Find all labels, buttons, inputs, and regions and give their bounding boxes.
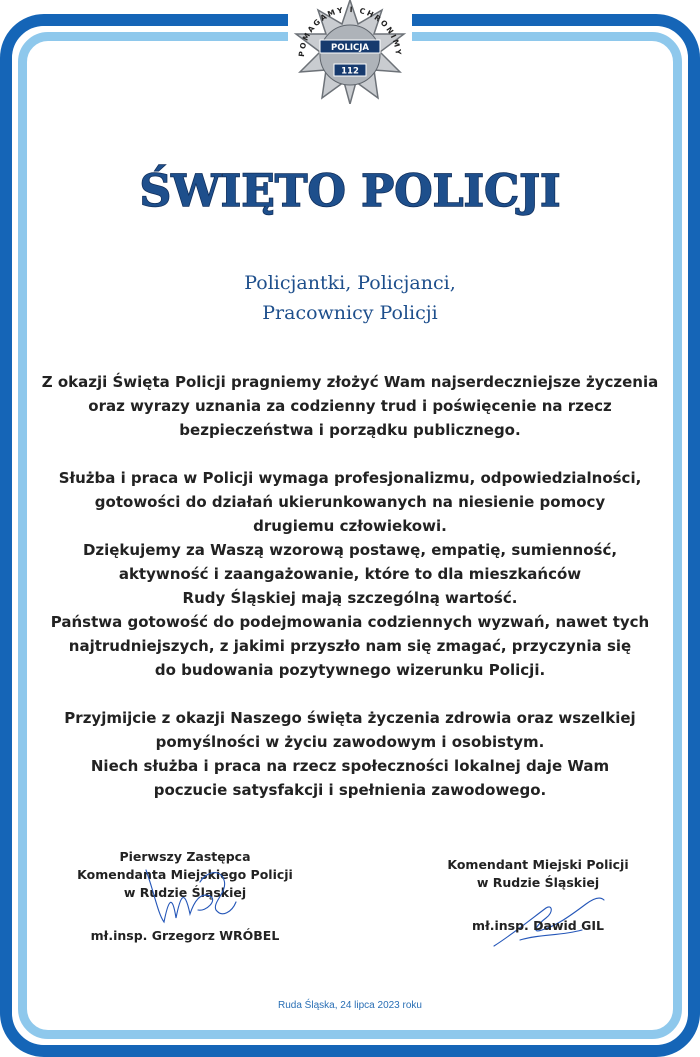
signature-left-title-line: Pierwszy Zastępca <box>119 849 251 864</box>
paragraph-2-line: najtrudniejszych, z jakimi przyszło nam się zmagać, przyczynia się <box>68 637 632 655</box>
badge-label-text: POLICJA <box>330 43 370 53</box>
salutation-line-2: Pracownicy Policji <box>262 302 438 324</box>
paragraph-2-line: drugiemu człowiekowi. <box>253 517 447 535</box>
paragraph-1-line: Z okazji Święta Policji pragniemy złożyć Wam najserdeczniejsze życzenia <box>41 373 659 391</box>
letter-body <box>40 370 660 802</box>
signature-right-title-line: Komendant Miejski Policji <box>447 857 629 872</box>
paragraph-2-line: gotowości do działań ukierunkowanych na niesienie pomocy <box>94 493 606 511</box>
paragraph-3-line: Niech służba i praca na rzecz społeczności lokalnej daje Wam <box>90 757 610 775</box>
salutation-line-1: Policjantki, Policjanci, <box>244 272 456 294</box>
signature-left-title-line: Komendanta Miejskiego Policji <box>77 867 293 882</box>
signature-right-title <box>420 856 656 892</box>
badge-ring-text: POMAGAMY I CHRONIMY <box>296 4 404 58</box>
paragraph-2-line: Dziękujemy za Waszą wzorową postawę, empatię, sumienność, <box>82 541 618 559</box>
badge-number-text: 112 <box>341 66 359 77</box>
police-star-badge-icon <box>290 0 410 104</box>
paragraph-1-line: bezpieczeństwa i porządku publicznego. <box>179 421 521 439</box>
signature-right-title-line: w Rudzie Śląskiej <box>476 875 600 890</box>
signature-right-name: mł.insp. Dawid GIL <box>472 918 604 933</box>
paragraph-1-line: oraz wyrazy uznania za codzienny trud i poświęcenie na rzecz <box>88 397 612 415</box>
page-title-banner <box>0 160 700 220</box>
paragraph-3-line: poczucie satysfakcji i spełnienia zawodowego. <box>153 781 547 799</box>
paragraph-3-line: pomyślności w życiu zawodowym i osobistym. <box>155 733 545 751</box>
paragraph-2-line: do budowania pozytywnego wizerunku Policji. <box>154 661 546 679</box>
paragraph-gap <box>40 442 660 466</box>
paragraph-3-line: Przyjmijcie z okazji Naszego święta życzenia zdrowia oraz wszelkiej <box>64 709 636 727</box>
paragraph-gap <box>40 682 660 706</box>
paragraph-2-line: aktywność i zaangażowanie, które to dla mieszkańców <box>118 565 582 583</box>
footer-date-place: Ruda Śląska, 24 lipca 2023 roku <box>278 1000 422 1011</box>
paragraph-2-line: Rudy Śląskiej mają szczególną wartość. <box>182 589 518 607</box>
signature-left-handwriting-icon <box>140 862 240 932</box>
paragraph-2-line: Służba i praca w Policji wymaga profesjonalizmu, odpowiedzialności, <box>58 469 642 487</box>
signature-left-title-line: w Rudzie Śląskiej <box>123 885 247 900</box>
page-title: ŚWIĘTO POLICJI <box>139 166 561 217</box>
salutation <box>0 268 700 328</box>
signature-left-name: mł.insp. Grzegorz WRÓBEL <box>90 928 280 943</box>
paragraph-2-line: Państwa gotowość do podejmowania codziennych wyzwań, nawet tych <box>50 613 650 631</box>
